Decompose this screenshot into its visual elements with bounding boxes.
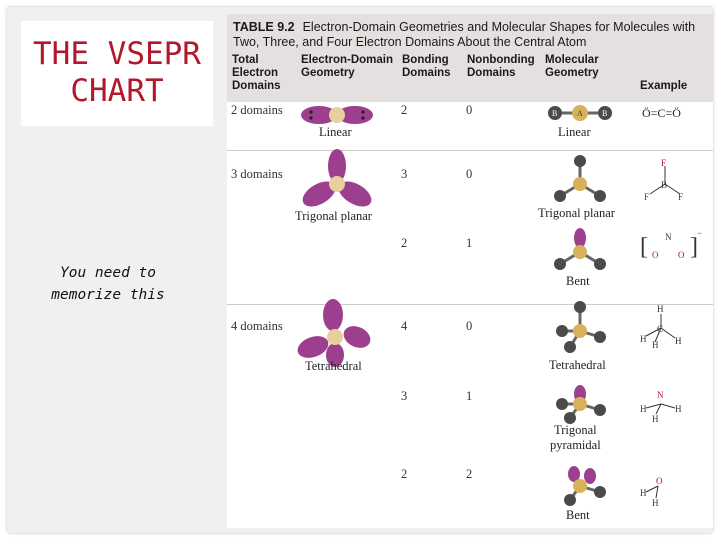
svg-text:H: H [675, 336, 682, 346]
row2-bonding: 3 [401, 167, 408, 181]
table-title [233, 20, 703, 50]
svg-text:O: O [656, 476, 663, 486]
nh3-example [640, 384, 690, 424]
svg-text:O: O [652, 250, 659, 260]
row2-ed-geometry: Trigonal planar [295, 209, 372, 223]
bent-shape-model [550, 226, 610, 271]
svg-text:N: N [657, 390, 664, 400]
trigonal-planar-shape-model [550, 154, 610, 209]
svg-text:Ö=C=Ö: Ö=C=Ö [642, 106, 681, 120]
row2-shape: Trigonal planar [538, 206, 615, 220]
vsepr-table [227, 14, 713, 528]
svg-text:O: O [678, 250, 685, 260]
atom-b-label: B [602, 109, 608, 118]
svg-text:]: ] [690, 234, 698, 260]
svg-text:H: H [675, 404, 682, 414]
row1-bonding: 2 [401, 103, 408, 117]
svg-text:[: [ [640, 234, 648, 260]
svg-text:H: H [657, 304, 664, 314]
row3-shape: Bent [566, 274, 590, 288]
bent-tetrahedral-shape-model [552, 464, 612, 504]
col-header-shape: Molecular Geometry [545, 54, 599, 79]
row5-shape: Trigonal pyramidal [550, 423, 601, 452]
svg-text:F: F [644, 192, 650, 202]
row4-ed-geometry: Tetrahedral [305, 359, 362, 373]
col-header-example: Example [640, 80, 688, 92]
row6-bonding: 2 [401, 467, 408, 481]
row4-total: 4 domains [231, 319, 283, 333]
row5-nonbonding: 1 [466, 389, 473, 403]
table-caption: Electron-Domain Geometries and Molecular Shapes for Molecules with Two, Three, and Four Electron Domains About the Central Atom [233, 20, 696, 49]
svg-text:N: N [665, 232, 672, 242]
row3-bonding: 2 [401, 236, 408, 250]
col-header-total: Total Electron Domains [232, 54, 281, 92]
col-header-bonding: Bonding Domains [402, 54, 451, 79]
row1-shape: Linear [558, 125, 591, 139]
table-number: TABLE 9.2 [233, 20, 295, 34]
svg-text:H: H [652, 340, 659, 350]
table-header [227, 14, 713, 102]
atom-b-label: B [552, 109, 558, 118]
trigonal-planar-domain-model [297, 146, 377, 216]
row6-shape: Bent [566, 508, 590, 522]
trigonal-pyramidal-shape-model [552, 384, 612, 424]
svg-text:H: H [640, 334, 647, 344]
no2-example [640, 228, 703, 268]
co2-example [640, 103, 700, 123]
row1-ed-geometry: Linear [319, 125, 352, 139]
bf3-example [640, 156, 690, 206]
col-header-ed-geometry: Electron-Domain Geometry [301, 54, 394, 79]
tetrahedral-shape-model [552, 301, 612, 356]
atom-a-label: A [577, 109, 583, 118]
row1-nonbonding: 0 [466, 103, 473, 117]
row4-shape: Tetrahedral [549, 358, 606, 372]
col-header-nonbonding: Nonbonding Domains [467, 54, 535, 79]
svg-text:C: C [657, 324, 664, 334]
svg-text:F: F [678, 192, 684, 202]
h2o-example [640, 466, 680, 506]
svg-text:F: F [661, 158, 667, 168]
svg-text:H: H [640, 404, 647, 414]
linear-shape-model [545, 102, 615, 124]
svg-text:H: H [652, 414, 659, 424]
svg-text:−: − [697, 228, 703, 238]
row5-bonding: 3 [401, 389, 408, 403]
row4-nonbonding: 0 [466, 319, 473, 333]
row2-total: 3 domains [231, 167, 283, 181]
row3-nonbonding: 1 [466, 236, 473, 250]
row4-bonding: 4 [401, 319, 408, 333]
svg-text:H: H [640, 488, 647, 498]
row6-nonbonding: 2 [466, 467, 473, 481]
tetrahedral-domain-model [295, 297, 375, 367]
row2-nonbonding: 0 [466, 167, 473, 181]
ch4-example [640, 302, 700, 352]
row1-total: 2 domains [231, 103, 283, 117]
svg-text:H: H [652, 498, 659, 508]
slide-title: THE VSEPR CHART [33, 36, 201, 109]
svg-text:B: B [661, 180, 668, 190]
slide-note: You need to memorize this [51, 265, 165, 303]
